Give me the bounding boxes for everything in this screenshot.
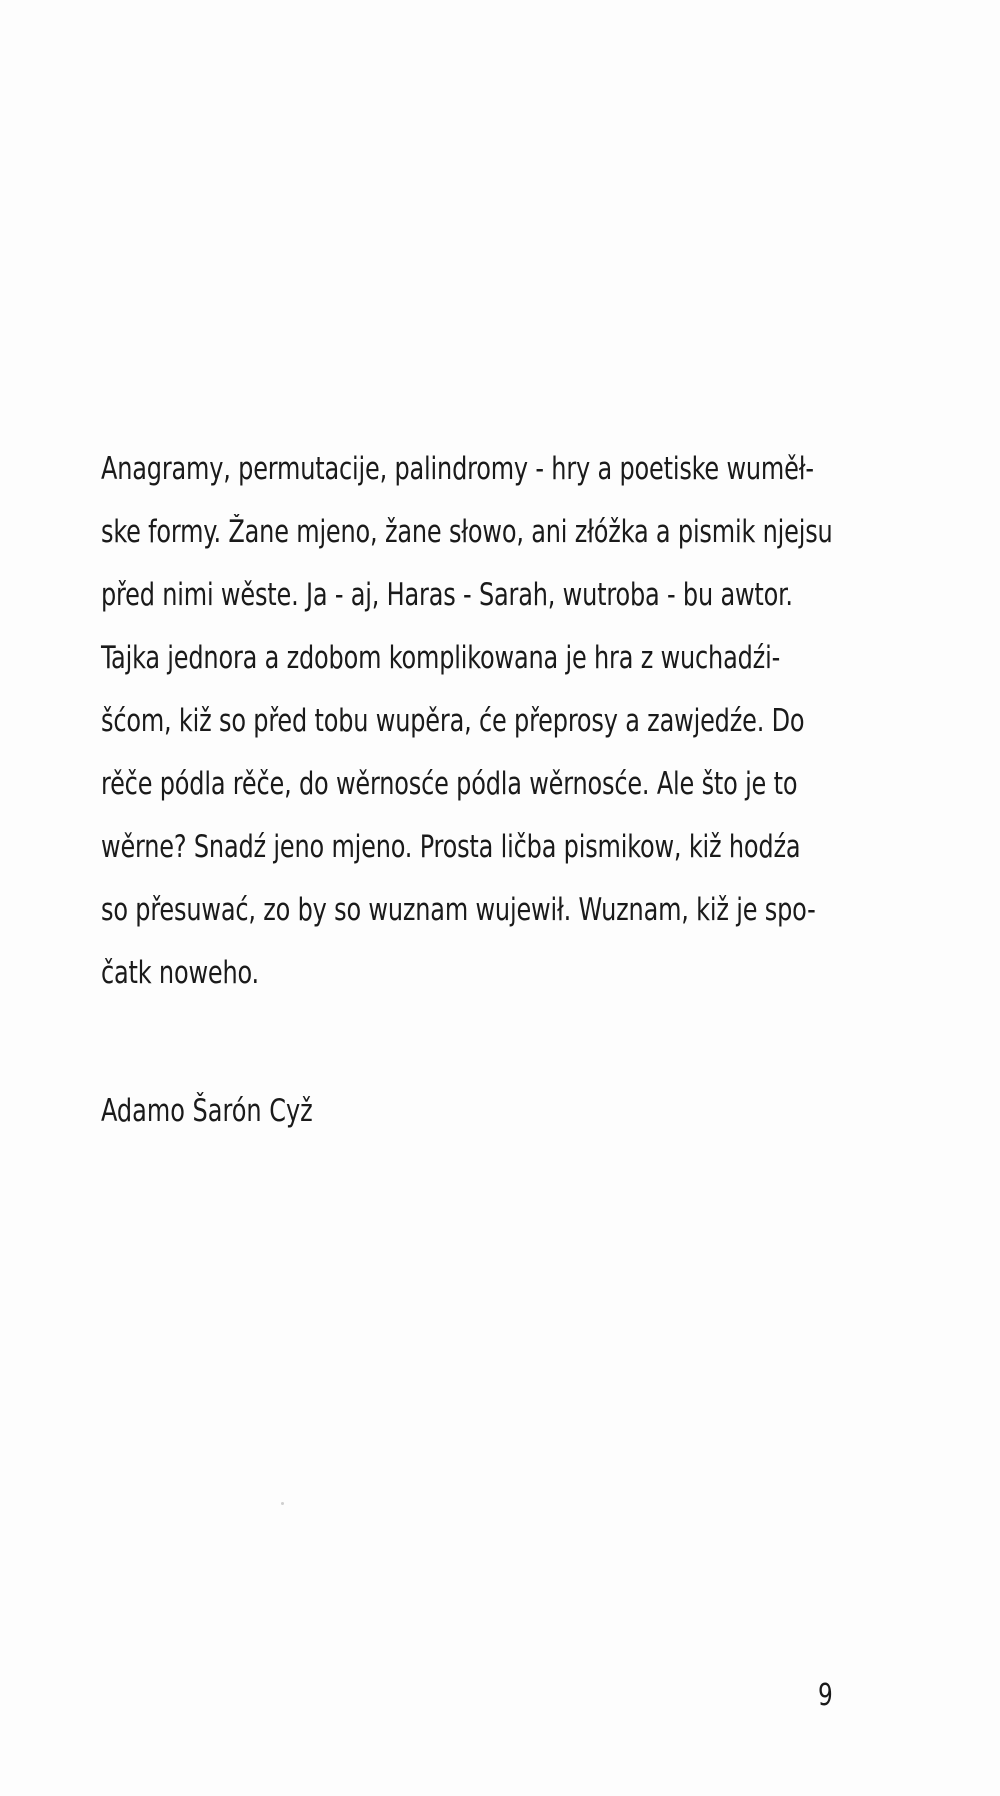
text-line: před nimi wěste. Ja - aj, Haras - Sarah, wutroba - bu awtor. xyxy=(101,577,793,613)
text-line: Anagramy, permutacije, palindromy - hry a poetiske wuměł- xyxy=(101,451,814,487)
text-line: šćom, kiž so před tobu wupěra, će přeprosy a zawjedźe. Do xyxy=(101,703,805,739)
text-line: so přesuwać, zo by so wuznam wujewił. Wuznam, kiž je spo- xyxy=(101,892,816,928)
page-number: 9 xyxy=(818,1678,833,1713)
paper-speck xyxy=(281,1502,284,1505)
text-line: ske formy. Žane mjeno, žane słowo, ani złóžka a pismik njejsu xyxy=(101,514,833,550)
text-line: rěče pódla rěče, do wěrnosće pódla wěrnosće. Ale što je to xyxy=(101,766,798,802)
author-signature: Adamo Šarón Cyž xyxy=(101,1093,313,1129)
text-line: čatk noweho. xyxy=(101,955,260,991)
body-paragraph xyxy=(101,438,846,1005)
text-line: wěrne? Snadź jeno mjeno. Prosta ličba pismikow, kiž hodźa xyxy=(101,829,801,865)
text-line: Tajka jednora a zdobom komplikowana je hra z wuchadźi- xyxy=(101,640,781,676)
